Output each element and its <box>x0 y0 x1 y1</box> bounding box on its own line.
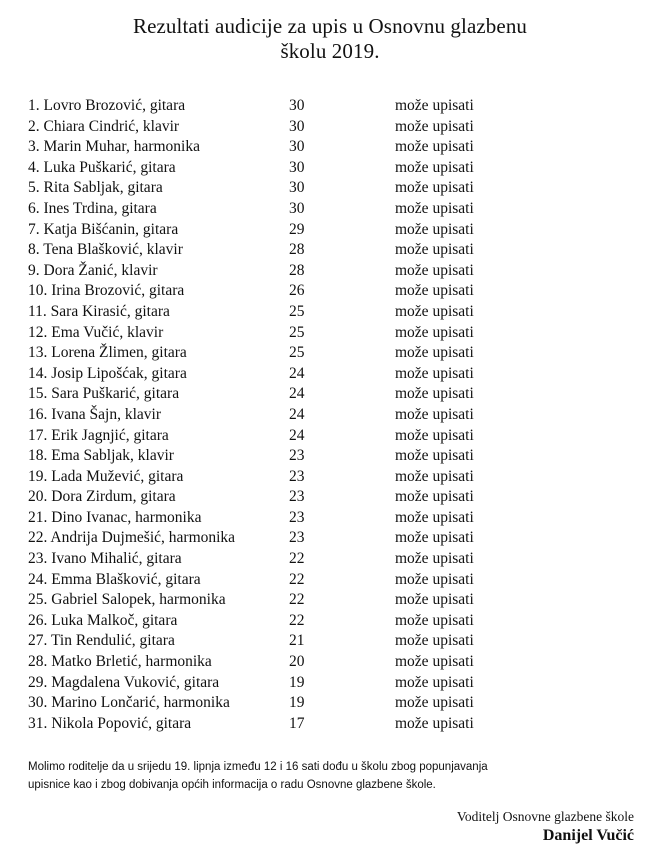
result-score: 30 <box>289 138 305 156</box>
page-title-line-2: školu 2019. <box>280 39 380 63</box>
result-score: 24 <box>289 426 305 444</box>
result-status: može upisati <box>395 714 474 732</box>
result-row <box>28 220 508 241</box>
result-status: može upisati <box>395 385 474 403</box>
result-row <box>28 570 508 591</box>
result-name: 6. Ines Trdina, gitara <box>28 199 157 217</box>
result-row <box>28 117 508 138</box>
result-name: 3. Marin Muhar, harmonika <box>28 138 200 156</box>
result-status: može upisati <box>395 97 474 114</box>
result-score: 19 <box>289 673 305 691</box>
result-score: 23 <box>289 467 305 485</box>
result-score: 22 <box>289 570 305 588</box>
result-name: 17. Erik Jagnjić, gitara <box>28 426 169 444</box>
result-row <box>28 528 508 549</box>
result-status: može upisati <box>395 694 474 712</box>
result-row <box>28 281 508 302</box>
result-score: 23 <box>289 529 305 547</box>
result-row <box>28 446 508 467</box>
result-score: 17 <box>289 714 305 732</box>
result-score: 30 <box>289 117 305 135</box>
result-status: može upisati <box>395 138 474 156</box>
result-name: 15. Sara Puškarić, gitara <box>28 385 180 403</box>
result-score: 28 <box>289 261 305 279</box>
result-status: može upisati <box>395 261 474 279</box>
result-score: 20 <box>289 653 305 671</box>
result-score: 23 <box>289 488 305 506</box>
result-row <box>28 714 508 735</box>
result-row <box>28 652 508 673</box>
result-score: 24 <box>289 385 305 403</box>
result-row <box>28 673 508 694</box>
result-row <box>28 96 508 117</box>
result-name: 10. Irina Brozović, gitara <box>28 282 185 300</box>
result-score: 24 <box>289 405 305 423</box>
result-score: 30 <box>289 179 305 197</box>
result-row <box>28 693 508 714</box>
result-row <box>28 364 508 385</box>
result-row <box>28 323 508 344</box>
result-row <box>28 384 508 405</box>
result-row <box>28 426 508 447</box>
result-name: 27. Tin Rendulić, gitara <box>28 632 175 650</box>
result-status: može upisati <box>395 570 474 588</box>
parents-notice <box>28 758 628 794</box>
result-row <box>28 199 508 220</box>
result-status: može upisati <box>395 179 474 197</box>
result-name: 30. Marino Lončarić, harmonika <box>28 694 230 712</box>
result-status: može upisati <box>395 488 474 506</box>
result-row <box>28 178 508 199</box>
result-status: može upisati <box>395 529 474 547</box>
result-score: 24 <box>289 364 305 382</box>
signature-name: Danijel Vučić <box>542 827 634 844</box>
result-status: može upisati <box>395 508 474 526</box>
result-name: 28. Matko Brletić, harmonika <box>28 653 212 671</box>
result-name: 25. Gabriel Salopek, harmonika <box>28 591 226 609</box>
result-name: 23. Ivano Mihalić, gitara <box>28 550 182 568</box>
result-score: 22 <box>289 591 305 609</box>
result-status: može upisati <box>395 364 474 382</box>
result-status: može upisati <box>395 673 474 691</box>
result-status: može upisati <box>395 611 474 629</box>
result-name: 19. Lada Mužević, gitara <box>28 467 184 485</box>
result-score: 25 <box>289 344 305 362</box>
result-name: 7. Katja Bišćanin, gitara <box>28 220 179 238</box>
result-name: 29. Magdalena Vuković, gitara <box>28 673 220 691</box>
result-name: 20. Dora Zirdum, gitara <box>28 488 176 506</box>
result-name: 31. Nikola Popović, gitara <box>28 714 192 732</box>
result-status: može upisati <box>395 344 474 362</box>
result-status: može upisati <box>395 405 474 423</box>
result-row <box>28 611 508 632</box>
result-row <box>28 405 508 426</box>
result-name: 14. Josip Lipošćak, gitara <box>28 364 187 382</box>
result-row <box>28 590 508 611</box>
result-status: može upisati <box>395 550 474 568</box>
result-name: 26. Luka Malkoč, gitara <box>28 611 178 629</box>
result-status: može upisati <box>395 241 474 259</box>
result-status: može upisati <box>395 447 474 465</box>
result-name: 4. Luka Puškarić, gitara <box>28 158 176 176</box>
result-score: 25 <box>289 302 305 320</box>
result-score: 25 <box>289 323 305 341</box>
result-row <box>28 158 508 179</box>
page-title-line-1: Rezultati audicije za upis u Osnovnu glazbenu <box>132 14 528 38</box>
result-row <box>28 343 508 364</box>
result-score: 22 <box>289 550 305 568</box>
result-name: 11. Sara Kirasić, gitara <box>28 302 170 320</box>
result-row <box>28 261 508 282</box>
result-status: može upisati <box>395 220 474 238</box>
result-status: može upisati <box>395 302 474 320</box>
result-name: 21. Dino Ivanac, harmonika <box>28 508 202 526</box>
result-status: može upisati <box>395 158 474 176</box>
result-score: 30 <box>289 199 305 217</box>
result-status: može upisati <box>395 117 474 135</box>
result-name: 2. Chiara Cindrić, klavir <box>28 117 180 135</box>
result-name: 12. Ema Vučić, klavir <box>28 323 164 341</box>
result-score: 30 <box>289 158 305 176</box>
result-score: 23 <box>289 508 305 526</box>
signature-role: Voditelj Osnovne glazbene škole <box>456 809 634 824</box>
result-row <box>28 487 508 508</box>
result-row <box>28 302 508 323</box>
result-status: može upisati <box>395 199 474 217</box>
result-name: 22. Andrija Dujmešić, harmonika <box>28 529 236 547</box>
result-row <box>28 549 508 570</box>
result-score: 23 <box>289 447 305 465</box>
result-status: može upisati <box>395 632 474 650</box>
result-row <box>28 467 508 488</box>
result-status: može upisati <box>395 591 474 609</box>
result-name: 5. Rita Sabljak, gitara <box>28 179 163 197</box>
result-score: 21 <box>289 632 305 650</box>
page-title <box>0 14 647 64</box>
result-row <box>28 137 508 158</box>
result-name: 16. Ivana Šajn, klavir <box>28 405 162 423</box>
result-status: može upisati <box>395 653 474 671</box>
result-name: 18. Ema Sabljak, klavir <box>28 447 174 465</box>
result-score: 29 <box>289 220 305 238</box>
result-name: 24. Emma Blašković, gitara <box>28 570 201 588</box>
result-status: može upisati <box>395 282 474 300</box>
result-name: 13. Lorena Žlimen, gitara <box>28 344 187 362</box>
result-name: 9. Dora Žanić, klavir <box>28 261 158 279</box>
result-status: može upisati <box>395 467 474 485</box>
result-score: 28 <box>289 241 305 259</box>
result-score: 26 <box>289 282 305 300</box>
result-row <box>28 631 508 652</box>
result-score: 22 <box>289 611 305 629</box>
result-row <box>28 240 508 261</box>
result-score: 19 <box>289 694 305 712</box>
result-name: 1. Lovro Brozović, gitara <box>28 97 186 114</box>
result-name: 8. Tena Blašković, klavir <box>28 241 183 259</box>
result-status: može upisati <box>395 323 474 341</box>
result-score: 30 <box>289 97 305 114</box>
result-row <box>28 508 508 529</box>
results-list <box>28 96 508 734</box>
parents-notice-line-2: upisnice kao i zbog dobivanja općih informacija o radu Osnovne glazbene škole. <box>28 779 436 791</box>
result-status: može upisati <box>395 426 474 444</box>
parents-notice-line-1: Molimo roditelje da u srijedu 19. lipnja između 12 i 16 sati dođu u školu zbog popunjavanja <box>28 761 488 773</box>
